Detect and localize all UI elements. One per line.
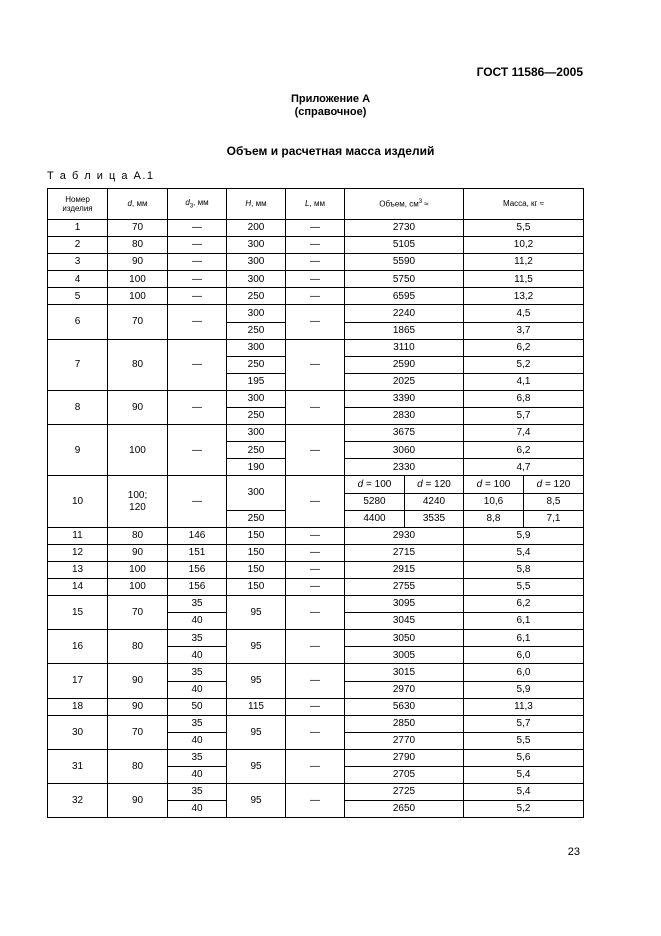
length: — (286, 305, 345, 339)
length: — (286, 288, 345, 305)
table-row (48, 476, 584, 493)
diameter: 80 (108, 630, 168, 664)
diameter-3: — (168, 425, 227, 476)
mass: 5,7 (464, 715, 584, 732)
mass-d100: 8,8 (464, 510, 524, 527)
length: — (286, 220, 345, 237)
diameter-3: 35 (168, 630, 227, 647)
volume-d120: 3535 (405, 510, 464, 527)
mass: 5,4 (464, 784, 584, 801)
diameter: 90 (108, 784, 168, 818)
volume: 2025 (345, 373, 464, 390)
header-d: d, мм (108, 189, 168, 220)
mass: 13,2 (464, 288, 584, 305)
item-number: 11 (48, 527, 108, 544)
section-title: Объем и расчетная масса изделий (226, 144, 435, 158)
diameter-3: 35 (168, 715, 227, 732)
diameter: 90 (108, 390, 168, 424)
volume: 2915 (345, 561, 464, 578)
volume: 2725 (345, 784, 464, 801)
diameter-3: 156 (168, 561, 227, 578)
diameter: 70 (108, 596, 168, 630)
item-number: 6 (48, 305, 108, 339)
height: 300 (227, 237, 286, 254)
table-header-row (48, 189, 584, 220)
height: 300 (227, 476, 286, 510)
length: — (286, 784, 345, 818)
table-row (48, 749, 584, 766)
volume: 2730 (345, 220, 464, 237)
header-item-number: Номер изделия (48, 189, 108, 220)
item-number: 9 (48, 425, 108, 476)
mass-d120: 7,1 (524, 510, 584, 527)
volume: 3390 (345, 390, 464, 407)
item-number: 17 (48, 664, 108, 698)
item-number: 15 (48, 596, 108, 630)
diameter: 70 (108, 305, 168, 339)
table-row (48, 596, 584, 613)
volume: 3110 (345, 339, 464, 356)
length: — (286, 527, 345, 544)
height: 190 (227, 459, 286, 476)
volume: 2715 (345, 544, 464, 561)
volume: 2590 (345, 356, 464, 373)
height: 150 (227, 527, 286, 544)
mass: 11,2 (464, 254, 584, 271)
volume: 3095 (345, 596, 464, 613)
diameter-3: 35 (168, 784, 227, 801)
height: 300 (227, 271, 286, 288)
diameter-3: 40 (168, 732, 227, 749)
table-row (48, 698, 584, 715)
volume: 5750 (345, 271, 464, 288)
volume-d100: 5280 (345, 493, 405, 510)
diameter-3: 35 (168, 664, 227, 681)
volume: 5105 (345, 237, 464, 254)
volume: 2705 (345, 767, 464, 784)
height: 250 (227, 408, 286, 425)
height: 300 (227, 339, 286, 356)
header-volume: Объем, $см^3$ ≈ (345, 189, 464, 220)
volume-d100-label: d = 100 (345, 476, 405, 493)
diameter: 100 (108, 425, 168, 476)
length: — (286, 561, 345, 578)
mass-d100-label: d = 100 (464, 476, 524, 493)
item-number: 1 (48, 220, 108, 237)
item-number: 30 (48, 715, 108, 749)
table-row (48, 630, 584, 647)
mass: 5,5 (464, 578, 584, 595)
diameter-3: — (168, 305, 227, 339)
volume: 2930 (345, 527, 464, 544)
height: 95 (227, 664, 286, 698)
header-h: H, мм (227, 189, 286, 220)
mass: 6,0 (464, 664, 584, 681)
mass-d120-label: d = 120 (524, 476, 584, 493)
diameter: 90 (108, 544, 168, 561)
table-row (48, 527, 584, 544)
mass: 5,8 (464, 561, 584, 578)
mass: 3,7 (464, 322, 584, 339)
mass: 5,9 (464, 527, 584, 544)
mass: 5,5 (464, 220, 584, 237)
diameter: 70 (108, 715, 168, 749)
diameter: 80 (108, 749, 168, 783)
volume: 2850 (345, 715, 464, 732)
length: — (286, 339, 345, 390)
volume-d100: 4400 (345, 510, 405, 527)
diameter-3: 146 (168, 527, 227, 544)
mass: 6,1 (464, 613, 584, 630)
diameter-3: — (168, 254, 227, 271)
mass: 6,2 (464, 442, 584, 459)
height: 300 (227, 305, 286, 322)
volume: 2790 (345, 749, 464, 766)
page-number: 23 (567, 846, 580, 858)
length: — (286, 698, 345, 715)
volume: 1865 (345, 322, 464, 339)
diameter-3: 35 (168, 596, 227, 613)
length: — (286, 749, 345, 783)
item-number: 3 (48, 254, 108, 271)
table-row (48, 715, 584, 732)
height: 115 (227, 698, 286, 715)
table-row (48, 271, 584, 288)
volume: 2830 (345, 408, 464, 425)
diameter: 100 (108, 561, 168, 578)
diameter-3: 40 (168, 767, 227, 784)
volume: 3060 (345, 442, 464, 459)
diameter-3: 40 (168, 613, 227, 630)
height: 195 (227, 373, 286, 390)
volume: 3675 (345, 425, 464, 442)
mass: 11,5 (464, 271, 584, 288)
height: 95 (227, 630, 286, 664)
diameter: 100 (108, 288, 168, 305)
diameter-3: — (168, 288, 227, 305)
volume: 6595 (345, 288, 464, 305)
volume-d120: 4240 (405, 493, 464, 510)
mass: 5,4 (464, 544, 584, 561)
mass: 11,3 (464, 698, 584, 715)
volume: 2755 (345, 578, 464, 595)
diameter-3: 156 (168, 578, 227, 595)
item-number: 32 (48, 784, 108, 818)
item-number: 18 (48, 698, 108, 715)
length: — (286, 237, 345, 254)
height: 250 (227, 442, 286, 459)
item-number: 10 (48, 476, 108, 527)
height: 250 (227, 356, 286, 373)
item-number: 5 (48, 288, 108, 305)
appendix-title: Приложение А (290, 93, 371, 105)
diameter-3: — (168, 390, 227, 424)
mass: 4,5 (464, 305, 584, 322)
height: 300 (227, 390, 286, 407)
mass: 6,0 (464, 647, 584, 664)
height: 300 (227, 425, 286, 442)
item-number: 7 (48, 339, 108, 390)
height: 150 (227, 578, 286, 595)
table-row (48, 561, 584, 578)
table-row (48, 544, 584, 561)
diameter: 100 (108, 578, 168, 595)
length: — (286, 254, 345, 271)
diameter-3: 35 (168, 749, 227, 766)
table-row (48, 237, 584, 254)
diameter-3: 50 (168, 698, 227, 715)
height: 300 (227, 254, 286, 271)
item-number: 31 (48, 749, 108, 783)
height: 95 (227, 749, 286, 783)
height: 95 (227, 715, 286, 749)
table-row (48, 390, 584, 407)
table-row (48, 254, 584, 271)
mass: 5,5 (464, 732, 584, 749)
volume: 3045 (345, 613, 464, 630)
mass: 6,2 (464, 339, 584, 356)
diameter: 90 (108, 664, 168, 698)
mass: 6,8 (464, 390, 584, 407)
item-number: 14 (48, 578, 108, 595)
mass: 7,4 (464, 425, 584, 442)
table-row (48, 339, 584, 356)
diameter: 80 (108, 237, 168, 254)
mass: 6,2 (464, 596, 584, 613)
height: 250 (227, 288, 286, 305)
mass: 4,7 (464, 459, 584, 476)
length: — (286, 630, 345, 664)
mass: 5,4 (464, 767, 584, 784)
diameter-3: — (168, 476, 227, 527)
volume: 3050 (345, 630, 464, 647)
mass: 10,2 (464, 237, 584, 254)
item-number: 4 (48, 271, 108, 288)
length: — (286, 715, 345, 749)
volume: 2970 (345, 681, 464, 698)
length: — (286, 664, 345, 698)
length: — (286, 596, 345, 630)
item-number: 16 (48, 630, 108, 664)
mass-d100: 10,6 (464, 493, 524, 510)
height: 250 (227, 322, 286, 339)
mass: 5,2 (464, 801, 584, 818)
mass: 5,6 (464, 749, 584, 766)
table-row (48, 578, 584, 595)
height: 150 (227, 544, 286, 561)
length: — (286, 544, 345, 561)
volume: 2240 (345, 305, 464, 322)
volume: 2770 (345, 732, 464, 749)
mass: 5,7 (464, 408, 584, 425)
diameter: 90 (108, 698, 168, 715)
volume: 3015 (345, 664, 464, 681)
table-caption: Т а б л и ц а А.1 (47, 170, 155, 182)
diameter-3: 151 (168, 544, 227, 561)
height: 250 (227, 510, 286, 527)
diameter-3: — (168, 220, 227, 237)
table-row (48, 784, 584, 801)
item-number: 8 (48, 390, 108, 424)
diameter-3: — (168, 339, 227, 390)
volume: 2650 (345, 801, 464, 818)
length: — (286, 390, 345, 424)
mass: 6,1 (464, 630, 584, 647)
volume-mass-table (47, 188, 584, 818)
height: 200 (227, 220, 286, 237)
height: 95 (227, 596, 286, 630)
diameter: 100 (108, 271, 168, 288)
standard-number: ГОСТ 11586—2005 (476, 65, 583, 79)
length: — (286, 271, 345, 288)
length: — (286, 476, 345, 527)
volume: 5630 (345, 698, 464, 715)
header-mass: Масса, кг ≈ (464, 189, 584, 220)
item-number: 13 (48, 561, 108, 578)
table-row (48, 305, 584, 322)
mass: 5,9 (464, 681, 584, 698)
diameter-3: 40 (168, 681, 227, 698)
diameter-3: — (168, 237, 227, 254)
volume: 2330 (345, 459, 464, 476)
appendix-type: (справочное) (294, 106, 367, 118)
height: 150 (227, 561, 286, 578)
diameter-3: 40 (168, 647, 227, 664)
mass-d120: 8,5 (524, 493, 584, 510)
table-row (48, 425, 584, 442)
volume: 5590 (345, 254, 464, 271)
table-row (48, 220, 584, 237)
height: 95 (227, 784, 286, 818)
length: — (286, 425, 345, 476)
volume-d120-label: d = 120 (405, 476, 464, 493)
item-number: 2 (48, 237, 108, 254)
table-row (48, 664, 584, 681)
header-d3: $d_3$, мм (168, 189, 227, 220)
diameter: 70 (108, 220, 168, 237)
diameter: 100; 120 (108, 476, 168, 527)
diameter-3: 40 (168, 801, 227, 818)
header-l: L, мм (286, 189, 345, 220)
length: — (286, 578, 345, 595)
diameter-3: — (168, 271, 227, 288)
volume: 3005 (345, 647, 464, 664)
mass: 5,2 (464, 356, 584, 373)
diameter: 80 (108, 339, 168, 390)
table-row (48, 288, 584, 305)
diameter: 80 (108, 527, 168, 544)
diameter: 90 (108, 254, 168, 271)
mass: 4,1 (464, 373, 584, 390)
item-number: 12 (48, 544, 108, 561)
